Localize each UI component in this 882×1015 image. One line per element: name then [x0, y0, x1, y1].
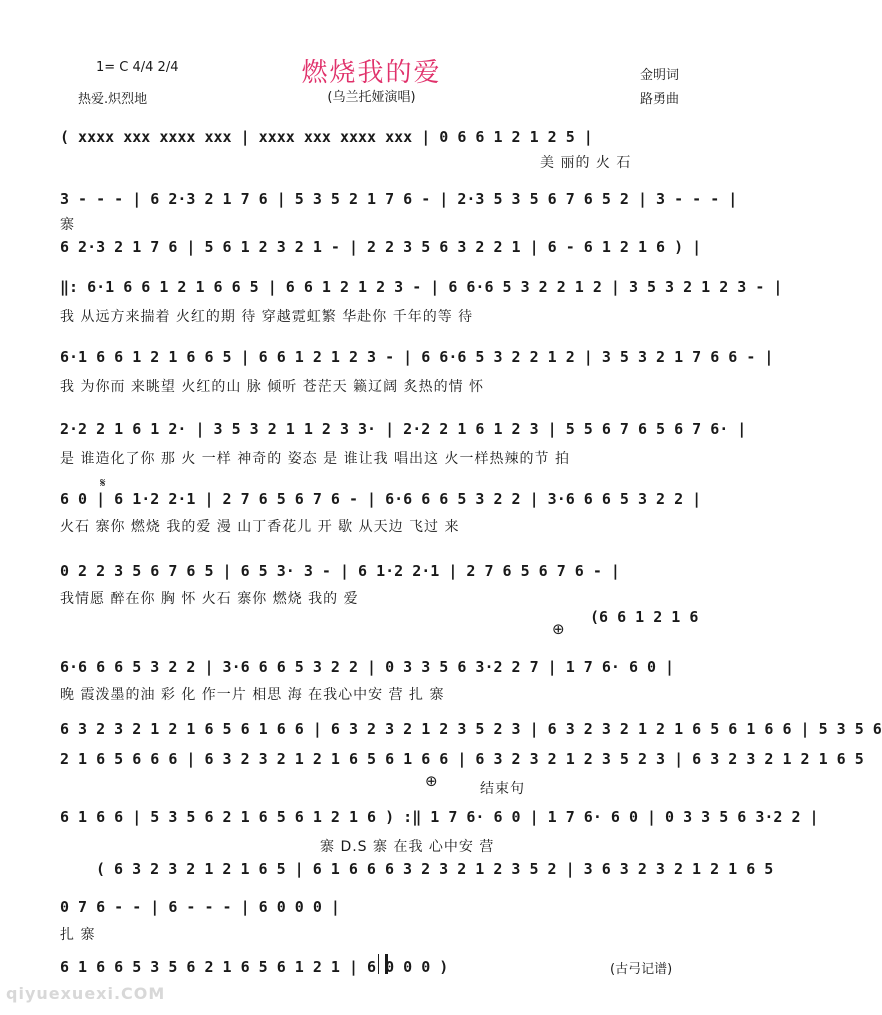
notation-line: 2 1 6 5 6 6 6 | 6 3 2 3 2 1 2 1 6 5 6 1 6 6 | 6 3 2 3 2 1 2 3 5 2 3 | 6 3 2 3 2 1 2 1 6 5	[60, 750, 864, 768]
notation-line: ( 6 3 2 3 2 1 2 1 6 5 | 6 1 6 6 6 3 2 3 2 1 2 3 5 2 | 3 6 3 2 3 2 1 2 1 6 5	[96, 860, 774, 878]
notation-line: 6·6 6 6 5 3 2 2 | 3·6 6 6 5 3 2 2 | 0 3 3 5 6 3·2 2 7 | 1 7 6· 6 0 |	[60, 658, 675, 676]
transcriber-credit: (古弓记谱)	[610, 962, 673, 977]
lyric-line: 寨	[60, 217, 75, 233]
segno-icon: 𝄋	[100, 476, 106, 491]
lyric-line: 扎 寨	[60, 927, 96, 943]
coda-icon: ⊕	[552, 620, 565, 638]
coda-icon: ⊕	[425, 772, 438, 790]
notation-line: 6 0 | 6 1·2 2·1 | 2 7 6 5 6 7 6 - | 6·6 6 6 5 3 2 2 | 3·6 6 6 5 3 2 2 |	[60, 490, 702, 508]
notation-line: ( xxxx xxx xxxx xxx | xxxx xxx xxxx xxx | 0 6 6 1 2 1 2 5 |	[60, 128, 593, 146]
notation-line: (6 6 1 2 1 6	[590, 608, 699, 626]
lyricist-credit: 金明词	[640, 68, 680, 83]
lyric-line: 是 谁造化了你 那 火 一样 神奇的 姿态 是 谁让我 唱出这 火一样热辣的节 拍	[60, 451, 570, 467]
lyric-line: 结束句	[480, 781, 525, 797]
lyric-line: 我 为你而 来眺望 火红的山 脉 倾听 苍茫天 籁辽阔 炙热的情 怀	[60, 379, 485, 395]
notation-line: 6 3 2 3 2 1 2 1 6 5 6 1 6 6 | 6 3 2 3 2 1 2 3 5 2 3 | 6 3 2 3 2 1 2 1 6 5 6 1 6 6 | 5 3 5 6	[60, 720, 882, 738]
notation-line: 6·1 6 6 1 2 1 6 6 5 | 6 6 1 2 1 2 3 - | 6 6·6 5 3 2 2 1 2 | 3 5 3 2 1 7 6 6 - |	[60, 348, 774, 366]
lyric-line: 我情愿 醉在你 胸 怀 火石 寨你 燃烧 我的 爱	[60, 591, 359, 607]
composer-credit: 路勇曲	[640, 92, 680, 107]
notation-line: 0 7 6 - - | 6 - - - | 6 0 0 0 |	[60, 898, 340, 916]
lyric-line: 寨 D.S 寨 在我 心中安 营	[320, 839, 495, 855]
lyric-line: 晚 霞泼墨的油 彩 化 作一片 相思 海 在我心中安 营 扎 寨	[60, 687, 445, 703]
final-barline	[378, 954, 388, 974]
notation-line: 0 2 2 3 5 6 7 6 5 | 6 5 3· 3 - | 6 1·2 2·1 | 2 7 6 5 6 7 6 - |	[60, 562, 620, 580]
lyric-line: 美 丽的 火 石	[540, 155, 632, 171]
notation-line: 6 1 6 6 5 3 5 6 2 1 6 5 6 1 2 1 | 6 0 0 0 )	[60, 958, 449, 976]
notation-line: ‖: 6·1 6 6 1 2 1 6 6 5 | 6 6 1 2 1 2 3 - | 6 6·6 5 3 2 2 1 2 | 3 5 3 2 1 2 3 - |	[60, 278, 783, 296]
performer-subtitle: (乌兰托娅演唱)	[327, 90, 416, 105]
notation-line: 6 1 6 6 | 5 3 5 6 2 1 6 5 6 1 2 1 6 ) :‖ 1 7 6· 6 0 | 1 7 6· 6 0 | 0 3 3 5 6 3·2 2 |	[60, 808, 819, 826]
tempo-marking: 热爱.炽烈地	[78, 92, 148, 107]
lyric-line: 火石 寨你 燃烧 我的爱 漫 山丁香花儿 开 歇 从天边 飞过 来	[60, 519, 460, 535]
key-signature: 1= C 4/4 2/4	[96, 60, 179, 75]
lyric-line: 我 从远方来揣着 火红的期 待 穿越霓虹繁 华赴你 千年的等 待	[60, 309, 474, 325]
site-watermark: qiyuexuexi.COM	[6, 984, 166, 1003]
notation-line: 2·2 2 1 6 1 2· | 3 5 3 2 1 1 2 3 3· | 2·2 2 1 6 1 2 3 | 5 5 6 7 6 5 6 7 6· |	[60, 420, 747, 438]
song-title: 燃烧我的爱	[301, 58, 442, 88]
notation-line: 3 - - - | 6 2·3 2 1 7 6 | 5 3 5 2 1 7 6 - | 2·3 5 3 5 6 7 6 5 2 | 3 - - - |	[60, 190, 738, 208]
notation-line: 6 2·3 2 1 7 6 | 5 6 1 2 3 2 1 - | 2 2 3 5 6 3 2 2 1 | 6 - 6 1 2 1 6 ) |	[60, 238, 702, 256]
